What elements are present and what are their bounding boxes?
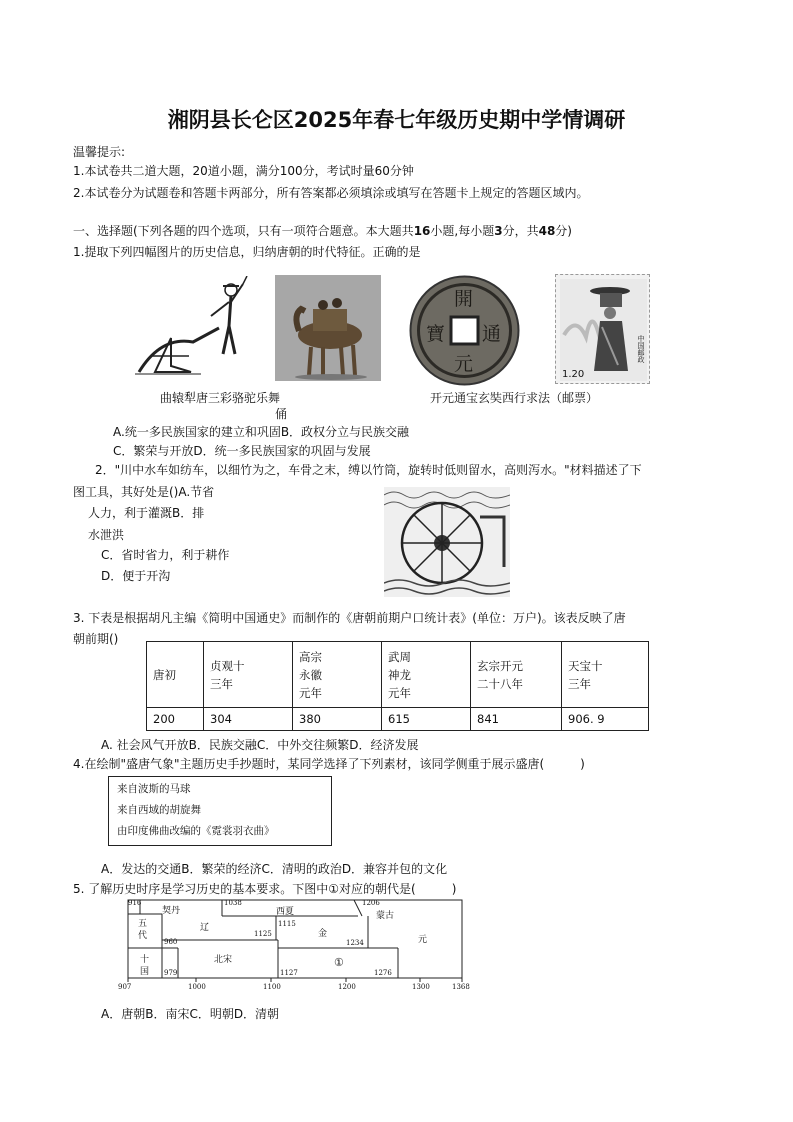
table-cell: 906. 9 <box>562 708 649 731</box>
plough-image <box>131 276 261 384</box>
year-label: 1038 <box>224 899 242 907</box>
year-label: 1127 <box>280 969 298 977</box>
table-cell: 841 <box>471 708 562 731</box>
dynasty-shiguo-2: 国 <box>140 967 150 977</box>
table-header-cell: 玄宗开元 二十八年 <box>471 642 562 708</box>
dynasty-circle-1: ① <box>334 956 344 969</box>
q2-line-1: 2．"川中水车如纺车，以细竹为之，车骨之末，缚以竹筒，旋转时低则留水，高则泻水。"材料描述了下 <box>95 463 642 477</box>
coin-char-top: 開 <box>454 288 474 310</box>
q3-options: A. 社会风气开放B．民族交融C．中外交往频繁D．经济发展 <box>101 738 419 752</box>
year-label: 916 <box>128 899 142 907</box>
tips-label: 温馨提示: <box>73 145 126 159</box>
dynasty-beisong: 北宋 <box>214 955 233 965</box>
table-header-cell: 武周 神龙 元年 <box>382 642 471 708</box>
q4-stem: 4.在绘制"盛唐气象"主题历史手抄题时，某同学选择了下列素材，该同学侧重于展示盛唐( ) <box>73 757 585 771</box>
table-value-row <box>147 708 649 731</box>
dynasty-timeline <box>118 898 474 994</box>
year-label: 960 <box>164 938 178 946</box>
title-prefix: 湘阴县长仑区 <box>167 108 294 132</box>
dynasty-yuan: 元 <box>418 935 428 945</box>
q1-stem: 1.提取下列四幅图片的历史信息，归纳唐朝的时代特征。正确的是 <box>73 245 421 259</box>
q4-material-item: 来自波斯的马球 <box>117 783 191 795</box>
q3-line-1: 3. 下表是根据胡凡主编《简明中国通史》而制作的《唐朝前期户口统计表》(单位：万户)。该表反映了唐 <box>73 611 626 625</box>
kaiyuan-coin-image <box>408 274 521 387</box>
q1-caption-1b: 俑 <box>275 407 288 421</box>
axis-label: 1368 <box>452 983 470 991</box>
tang-sancai-camel-image <box>275 275 381 381</box>
table-header-cell: 唐初 <box>147 642 204 708</box>
coin-char-bottom: 元 <box>454 353 474 375</box>
page-title <box>0 104 793 134</box>
table-header-cell: 天宝十 三年 <box>562 642 649 708</box>
table-header-row <box>147 642 649 708</box>
q2-line-3: 人力，利于灌溉B．排 <box>88 506 205 520</box>
table-header-cell: 贞观十 三年 <box>204 642 293 708</box>
axis-label: 1000 <box>188 983 206 991</box>
water-wheel-image <box>384 487 510 597</box>
q4-material-box <box>108 776 332 846</box>
year-label: 1125 <box>254 930 272 938</box>
q1-caption-1: 曲辕犁唐三彩骆驼乐舞 <box>160 391 281 405</box>
title-year: 2025 <box>293 108 353 132</box>
dynasty-menggu: 蒙古 <box>376 911 395 921</box>
table-cell: 200 <box>147 708 204 731</box>
dynasty-xixia: 西夏 <box>276 907 295 917</box>
q1-options-ab: A.统一多民族国家的建立和巩固B．政权分立与民族交融 <box>113 425 410 439</box>
q2-option-c: C．省时省力，利于耕作 <box>101 548 230 562</box>
axis-label: 1200 <box>338 983 356 991</box>
q4-options: A．发达的交通B．繁荣的经济C．清明的政治D．兼容并包的文化 <box>101 862 448 876</box>
axis-label: 1100 <box>263 983 281 991</box>
q5-stem: 5. 了解历史时序是学习历史的基本要求。下图中①对应的朝代是( ) <box>73 882 457 896</box>
axis-label: 1300 <box>412 983 430 991</box>
q1-caption-2: 开元通宝玄奘西行求法（邮票） <box>430 391 599 405</box>
q3-line-2: 朝前期() <box>73 632 119 646</box>
q2-line-2: 图工具，其好处是()A.节省 <box>73 485 215 499</box>
tips-line-1: 1.本试卷共二道大题，20道小题，满分100分，考试时量60分钟 <box>73 164 414 178</box>
dynasty-shiguo-1: 十 <box>140 955 150 965</box>
dynasty-qidan: 契丹 <box>162 906 181 916</box>
table-cell: 380 <box>293 708 382 731</box>
year-label: 1276 <box>374 969 392 977</box>
axis-label: 907 <box>118 983 132 991</box>
dynasty-jin: 金 <box>318 929 328 939</box>
tips-line-2: 2.本试卷分为试题卷和答题卡两部分，所有答案都必须填涂或填写在答题卡上规定的答题区域内。 <box>73 186 589 200</box>
year-label: 1234 <box>346 939 364 947</box>
stamp-price: 1.20 <box>562 369 585 380</box>
year-label: 979 <box>164 969 178 977</box>
dynasty-liao: 辽 <box>200 923 210 933</box>
q2-line-4: 水泄洪 <box>88 528 125 542</box>
q2-option-d: D．便于开沟 <box>101 569 171 583</box>
table-cell: 615 <box>382 708 471 731</box>
year-label: 1115 <box>278 920 296 928</box>
q4-material-item: 由印度佛曲改编的《霓裳羽衣曲》 <box>117 825 275 837</box>
dynasty-wudai-2: 代 <box>138 931 148 941</box>
q5-options: A．唐朝B．南宋C．明朝D．清朝 <box>101 1007 280 1021</box>
population-table <box>146 641 649 731</box>
year-label: 1206 <box>362 899 380 907</box>
coin-char-left: 寶 <box>426 323 446 345</box>
stamp-label: 中国邮政 <box>637 335 645 363</box>
coin-char-right: 通 <box>482 323 502 345</box>
q4-material-item: 来自西域的胡旋舞 <box>117 804 201 816</box>
section-heading: 一、选择题(下列各题的四个选项，只有一项符合题意。本大题共16小题,每小题3分，共48分) <box>73 224 572 238</box>
table-header-cell: 高宗 永徽 元年 <box>293 642 382 708</box>
xuanzang-stamp-image <box>555 274 650 384</box>
table-cell: 304 <box>204 708 293 731</box>
dynasty-wudai-1: 五 <box>138 919 148 929</box>
q1-options-cd: C．繁荣与开放D．统一多民族国家的巩固与发展 <box>113 444 371 458</box>
title-suffix: 年春七年级历史期中学情调研 <box>352 108 626 132</box>
